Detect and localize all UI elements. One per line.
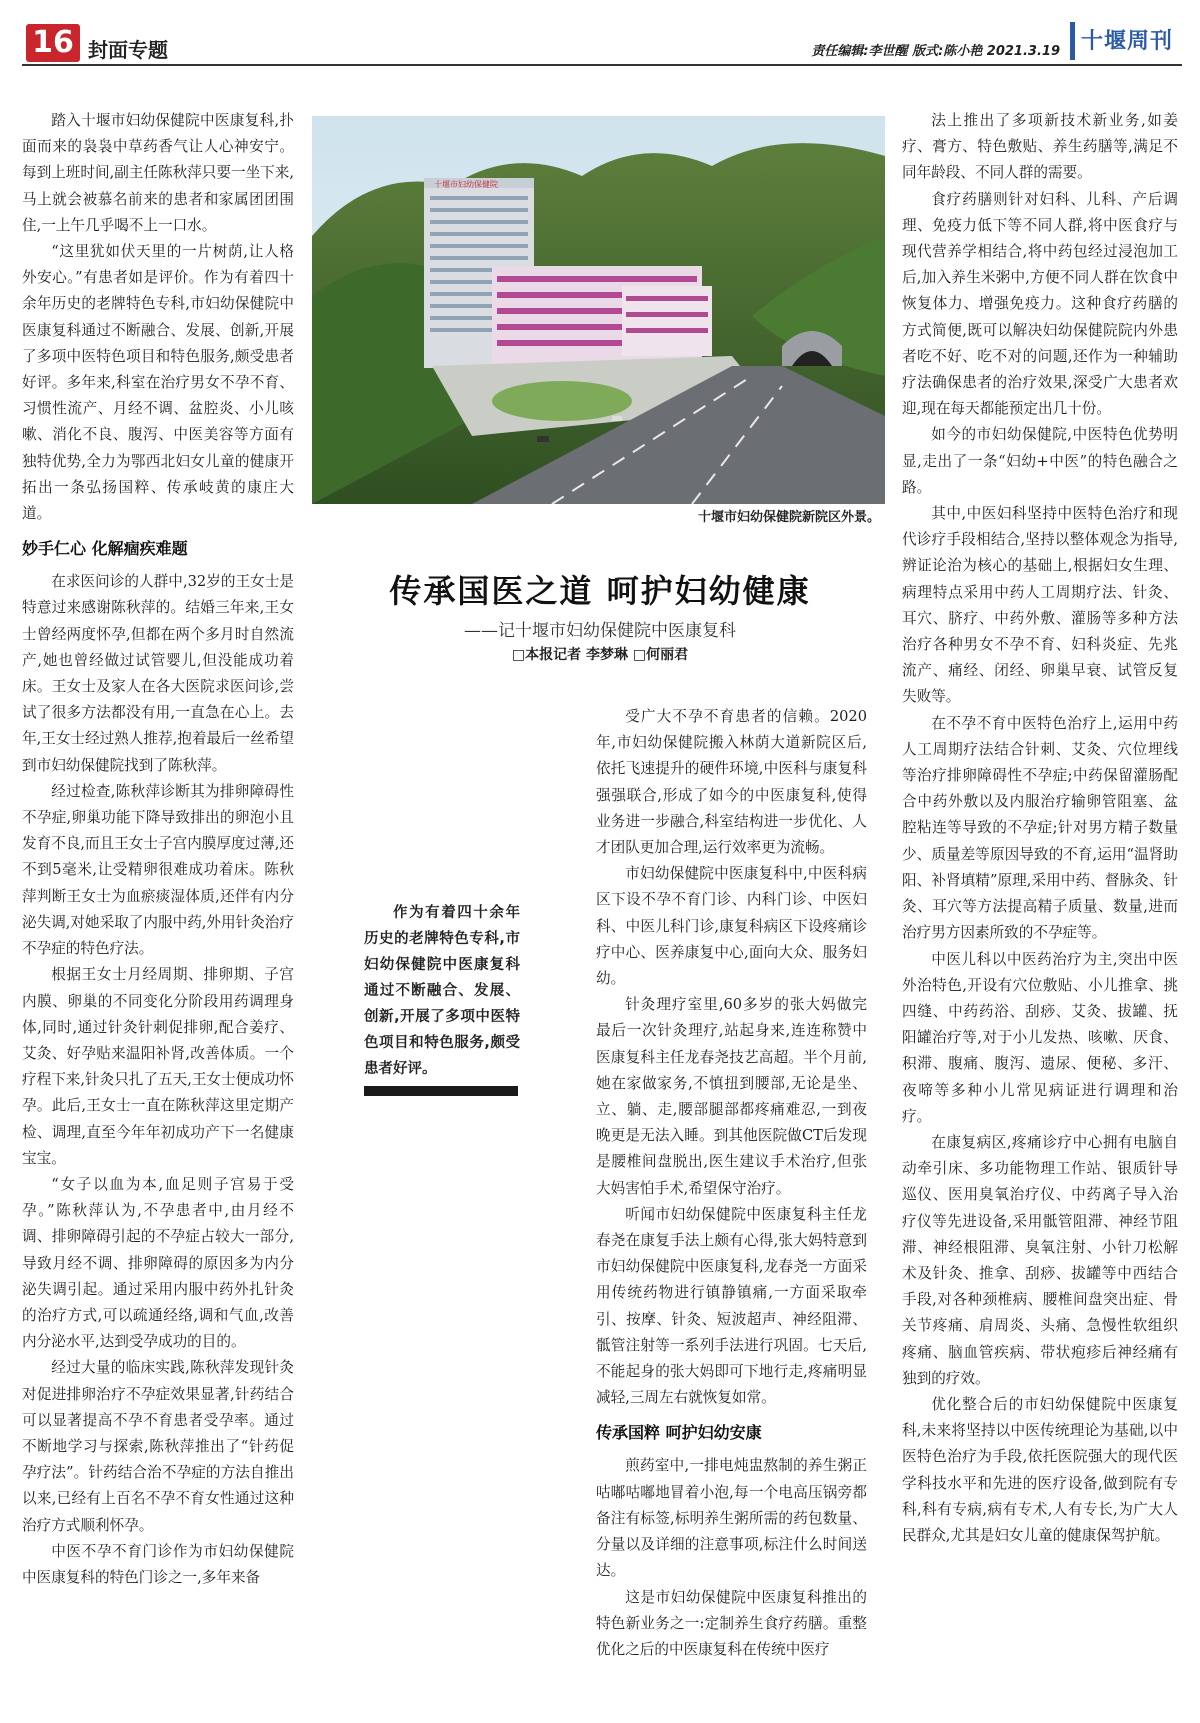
paragraph: 如今的市妇幼保健院,中医特色优势明显,走出了一条“妇幼+中医”的特色融合之路。 — [902, 426, 1178, 496]
hospital-photo — [312, 116, 885, 504]
section-name: 封面专题 — [88, 38, 168, 62]
editor-credits: 责任编辑:李世醒 版式:陈小艳 2021.3.19 — [811, 44, 1060, 59]
paragraph: 煎药室中,一排电炖盅熬制的养生粥正咕嘟咕嘟地冒着小泡,每一个电高压锅旁都备注有标签,标明养生粥所需的药包数量、分量以及详细的注意事项,标注什么时间送达。 — [596, 1457, 867, 1580]
paragraph: 优化整合后的市妇幼保健院中医康复科,未来将坚持以中医传统理论为基础,以中医特色治疗为手段,依托医院强大的现代医学科技水平和先进的医疗设备,做到院有专科,科有专病,病有专术,人有专长,为广大人民群众,尤其是妇女儿童的健康保驾护航。 — [902, 1395, 1178, 1544]
paragraph: “女子以血为本,血足则子宫易于受孕。”陈秋萍认为,不孕患者中,由月经不调、排卵障碍引起的不孕症占较大一部分,导致月经不调、排卵障碍的原因多为内分泌失调引起。通过采用内服中药外扎针灸的治疗方式,可以疏通经络,调和气血,改善内分泌水平,达到受孕成功的目的。 — [22, 1175, 294, 1351]
article-title: 传承国医之道 呵护妇幼健康 — [389, 572, 811, 610]
photo-caption: 十堰市妇幼保健院新院区外景。 — [697, 510, 880, 525]
paragraph: 经过检查,陈秋萍诊断其为排卵障碍性不孕症,卵巢功能下降导致排出的卵泡小且发育不良,而且王女士子宫内膜厚度过薄,还不到5毫米,让受精卵很难成功着床。陈秋萍判断王女士为血瘀痰湿体质,还伴有内分泌失调,对她采取了内服中药,外用针灸治疗不孕症的特色疗法。 — [22, 782, 294, 958]
paragraph: 在康复病区,疼痛诊疗中心拥有电脑自动牵引床、多功能物理工作站、银质针导巡仪、医用臭氧治疗仪、中药离子导入治疗仪等先进设备,采用骶管阻滞、神经节阻滞、神经根阻滞、臭氧注射、小针刀松解术及针灸、推拿、刮痧、拔罐等中西结合手段,对各种颈椎病、腰椎间盘突出症、骨关节疼痛、肩周炎、头痛、急慢性软组织疼痛、脑血管疾病、带状疱疹后神经痛有独到的疗效。 — [902, 1133, 1178, 1387]
paragraph: 在求医问诊的人群中,32岁的王女士是特意过来感谢陈秋萍的。结婚三年来,王女士曾经两度怀孕,但都在两个多月时自然流产,她也曾经做过试管婴儿,但没能成功着床。王女士及家人在各大医院求医问诊,尝试了很多方法都没有用,一直急在心上。去年,王女士经过熟人推荐,抱着最后一丝希望到市妇幼保健院找到了陈秋萍。 — [22, 573, 294, 774]
article-column-3 — [596, 704, 867, 1720]
page-number: 16 — [26, 24, 80, 62]
paragraph: 经过大量的临床实践,陈秋萍发现针灸对促进排卵治疗不孕症效果显著,针药结合可以显著提高不孕不育患者受孕率。通过不断地学习与探索,陈秋萍推出了“针药促孕疗法”。针药结合治不孕症的方法自推出以来,已经有上百名不孕不育女性通过这种治疗方式顺利怀孕。 — [22, 1359, 294, 1534]
article-subtitle: ——记十堰市妇幼保健院中医康复科 — [464, 621, 736, 641]
paragraph: 听闻市妇幼保健院中医康复科主任龙春尧在康复手法上颇有心得,张大妈特意到市妇幼保健院中医康复科,龙春尧一方面采用传统药物进行镇静镇痛,一方面采取牵引、按摩、针灸、短波超声、神经阻滞、骶管注射等一系列手法进行巩固。七天后,不能起身的张大妈即可下地行走,疼痛明显减轻,三周左右就恢复如常。 — [596, 1205, 867, 1407]
paragraph: 这是市妇幼保健院中医康复科推出的特色新业务之一:定制养生食疗药膳。重整优化之后的中医康复科在传统中医疗 — [596, 1588, 867, 1658]
pull-quote-bar — [364, 1086, 518, 1096]
paragraph: 其中,中医妇科坚持中医特色治疗和现代诊疗手段相结合,坚持以整体观念为指导,辨证论治为核心的基础上,根据妇女生理、病理特点采用中药人工周期疗法、针灸、耳穴、脐疗、中药外敷、灌肠等多种方法治疗各种男女不孕不育、妇科炎症、先兆流产、痛经、闭经、卵巢早衰、试管反复失败等。 — [902, 505, 1178, 706]
article-column-4 — [902, 108, 1178, 1718]
hospital-sign-text: 十堰市妇幼保健院 — [434, 180, 498, 189]
paragraph: 受广大不孕不育患者的信赖。2020年,市妇幼保健院搬入林荫大道新院区后,依托飞速提升的硬件环境,中医科与康复科强强联合,形成了如今的中医康复科,使得业务进一步融合,科室结构进一步优化、人才团队更加合理,运行效率更为流畅。 — [596, 708, 867, 857]
paragraph: 法上推出了多项新技术新业务,如姜疗、膏方、特色敷贴、养生药膳等,满足不同年龄段、不同人群的需要。 — [902, 112, 1178, 182]
paragraph: 踏入十堰市妇幼保健院中医康复科,扑面而来的袅袅中草药香气让人心神安宁。每到上班时间,副主任陈秋萍只要一坐下来,马上就会被慕名前来的患者和家属团团围住,一上午几乎喝不上一口水。 — [22, 112, 294, 234]
masthead-text: 十堰周刊 — [1081, 28, 1174, 54]
pull-quote: 作为有着四十余年历史的老牌特色专科,市妇幼保健院中医康复科通过不断融合、发展、创新,开展了多项中医特色项目和特色服务,颇受患者好评。 — [364, 905, 520, 1077]
paragraph: 中医不孕不育门诊作为市妇幼保健院中医康复科的特色门诊之一,多年来备 — [22, 1542, 294, 1586]
paragraph: 针灸理疗室里,60多岁的张大妈做完最后一次针灸理疗,站起身来,连连称赞中医康复科主任龙春尧技艺高超。半个月前,她在家做家务,不慎扭到腰部,无论是坐、立、躺、走,腰部腿部都疼痛难忍,一到夜晚更是无法入睡。到其他医院做CT后发现是腰椎间盘脱出,医生建议手术治疗,但张大妈害怕手术,希望保守治疗。 — [596, 996, 867, 1197]
paragraph: 在不孕不育中医特色治疗上,运用中药人工周期疗法结合针刺、艾灸、穴位埋线等治疗排卵障碍性不孕症;中药保留灌肠配合中药外敷以及内服治疗输卵管阻塞、盆腔粘连等导致的不孕症;针对男方精子数量少、质量差等原因导致的不育,运用“温肾助阳、补肾填精”原理,采用中药、督脉灸、针灸、耳穴等方法提高精子质量、数量,进而治疗男方因素所致的不孕症等。 — [902, 714, 1178, 942]
masthead-logo — [1070, 22, 1187, 60]
article-byline: □本报记者 李梦琳 □何丽君 — [511, 647, 689, 663]
paragraph: “这里犹如伏天里的一片树荫,让人格外安心。”有患者如是评价。作为有着四十余年历史的老牌特色专科,市妇幼保健院中医康复科通过不断融合、发展、创新,开展了多项中医特色项目和特色服务,颇受患者好评。多年来,科室在治疗男女不孕不育、习惯性流产、月经不调、盆腔炎、小儿咳嗽、消化不良、腹泻、中医美容等方面有独特优势,全力为鄂西北妇女儿童的健康开拓出一条弘扬国粹、传承岐黄的康庄大道。 — [22, 243, 294, 523]
paragraph: 根据王女士月经周期、排卵期、子宫内膜、卵巢的不同变化分阶段用药调理身体,同时,通过针灸针刺促排卵,配合姜疗、艾灸、好孕贴来温阳补肾,改善体质。一个疗程下来,针灸只扎了五天,王女士便成功怀孕。此后,王女士一直在陈秋萍这里定期产检、调理,直至今年年初成功产下一名健康宝宝。 — [22, 966, 294, 1167]
page-header — [0, 0, 1200, 70]
subheading: 传承国粹 呵护妇幼安康 — [596, 1423, 762, 1443]
article-column-1 — [22, 108, 294, 1718]
subheading: 妙手仁心 化解痼疾难题 — [22, 539, 188, 559]
paragraph: 食疗药膳则针对妇科、儿科、产后调理、免疫力低下等不同人群,将中医食疗与现代营养学相结合,将中药包经过浸泡加工后,加入养生米粥中,方便不同人群在饮食中恢复体力、增强免疫力。这种食疗药膳的方式简便,既可以解决妇幼保健院院内外患者吃不好、吃不对的问题,还作为一种辅助疗法确保患者的治疗效果,深受广大患者欢迎,现在每天都能预定出几十份。 — [902, 190, 1178, 418]
paragraph: 市妇幼保健院中医康复科中,中医科病区下设不孕不育门诊、内科门诊、中医妇科、中医儿科门诊,康复科病区下设疼痛诊疗中心、医养康复中心,面向大众、服务妇幼。 — [596, 865, 867, 988]
paragraph: 中医儿科以中医药治疗为主,突出中医外治特色,开设有穴位敷贴、小儿推拿、挑四缝、中药药浴、刮痧、艾灸、拔罐、抚阳罐治疗等,对于小儿发热、咳嗽、厌食、积滞、腹痛、腹泻、遗尿、便秘、多汗、夜啼等多种小儿常见病证进行调理和治疗。 — [902, 950, 1178, 1125]
header-rule — [22, 64, 1182, 66]
